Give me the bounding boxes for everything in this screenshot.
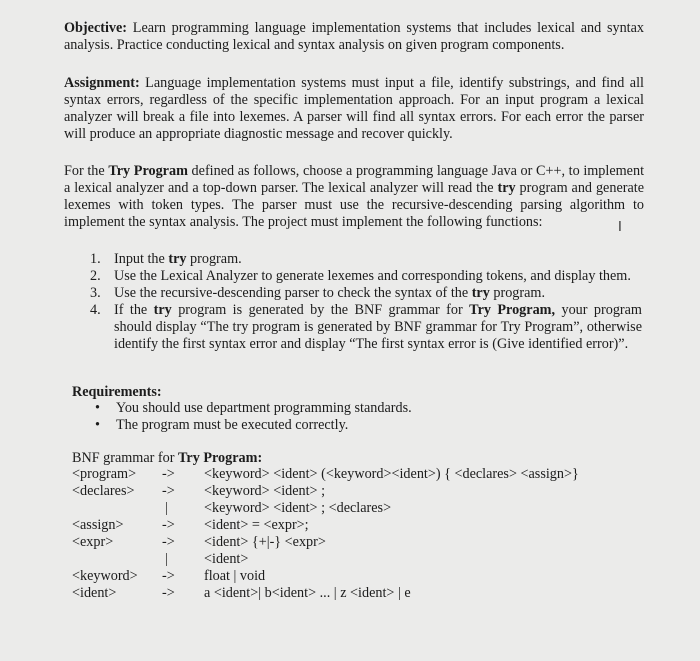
bold-term: try [168, 251, 187, 267]
bold-term: try [497, 180, 516, 196]
bnf-rhs: <keyword> <ident> ; [204, 483, 326, 499]
requirement-text: The program must be executed correctly. [116, 417, 349, 433]
bnf-operator: -> [162, 466, 175, 482]
bnf-rule [72, 517, 672, 534]
text-span: Use the Lexical Analyzer to generate lexemes and corresponding tokens, and display them. [114, 268, 631, 284]
text-span: program is generated by the BNF grammar for [171, 302, 470, 318]
list-item [90, 251, 642, 268]
list-number: 1. [90, 251, 101, 267]
list-item [90, 285, 642, 302]
requirements-heading: Requirements: [72, 384, 162, 400]
bnf-lhs: <declares> [72, 483, 135, 499]
bullet-icon: • [95, 400, 100, 416]
bnf-lhs: <keyword> [72, 568, 138, 584]
bnf-heading [72, 450, 262, 467]
bnf-rule [72, 534, 672, 551]
list-number: 4. [90, 302, 101, 318]
list-number: 3. [90, 285, 101, 301]
bnf-lhs: <assign> [72, 517, 124, 533]
list-item [92, 417, 412, 434]
requirement-text: You should use department programming standards. [116, 400, 412, 416]
bnf-operator: -> [162, 534, 175, 550]
bnf-lhs: <ident> [72, 585, 117, 601]
bnf-operator: -> [162, 517, 175, 533]
bnf-rule [72, 585, 672, 602]
try-program-paragraph [64, 163, 644, 231]
bnf-rhs: <ident> [204, 551, 249, 567]
bnf-rule [72, 500, 672, 517]
list-item [92, 400, 412, 417]
bnf-rhs: <ident> {+|-} <expr> [204, 534, 326, 550]
list-number: 2. [90, 268, 101, 284]
objective-text: Learn programming language implementation systems that includes lexical and syntax analysis. Practice conducting lexical and syntax analysis on given program components. [64, 20, 644, 53]
bnf-rhs: <keyword> <ident> (<keyword><ident>) { <declares> <assign>} [204, 466, 579, 482]
bnf-rhs: <keyword> <ident> ; <declares> [204, 500, 392, 516]
assignment-label: Assignment: [64, 75, 140, 91]
bnf-operator: | [165, 500, 168, 516]
bold-term: Try Program [108, 163, 188, 179]
bnf-operator: -> [162, 585, 175, 601]
text-span: Use the recursive-descending parser to check the syntax of the [114, 285, 472, 301]
text-span: program. [489, 285, 545, 301]
text-cursor-icon: I [618, 220, 622, 235]
bnf-rhs: a <ident>| b<ident> ... | z <ident> | e [204, 585, 411, 601]
text-span: defined as follows, choose a programming language Java or C++, to implement a lexical analyzer and a top-down parser. The lexical analyzer will read the [64, 163, 645, 196]
text-span: BNF grammar for [72, 450, 178, 466]
list-item [90, 268, 642, 285]
bnf-operator: -> [162, 483, 175, 499]
assignment-paragraph [64, 75, 644, 143]
functions-list [90, 251, 642, 353]
bullet-icon: • [95, 417, 100, 433]
objective-paragraph [64, 20, 644, 54]
bnf-rule [72, 466, 672, 483]
bnf-rule [72, 483, 672, 500]
bold-term: Try Program: [178, 450, 263, 466]
text-span: If the [114, 302, 154, 318]
bnf-rule [72, 551, 672, 568]
bold-term: try [153, 302, 172, 318]
bnf-rule [72, 568, 672, 585]
bnf-lhs: <expr> [72, 534, 114, 550]
bold-term: Try Program, [469, 302, 556, 318]
requirements-list [92, 400, 412, 434]
bnf-lhs: <program> [72, 466, 137, 482]
list-item [90, 302, 642, 353]
bnf-rhs: float | void [204, 568, 266, 584]
bold-term: try [471, 285, 490, 301]
text-span: Input the [114, 251, 169, 267]
bnf-operator: | [165, 551, 168, 567]
assignment-text: Language implementation systems must input a file, identify substrings, and find all syntax errors, regardless of the specific implementation approach. For an input program a lexical analyzer will break a file into lexemes. A parser will find all syntax errors. For each error the parser will produce an appropriate diagnostic message and recover quickly. [64, 75, 644, 142]
text-span: your program should display “The try program is generated by BNF grammar for Try Program”, otherwise identify the first syntax error and display “The first syntax error is (Give identified error)”. [114, 302, 642, 352]
text-span: program. [186, 251, 242, 267]
bnf-rhs: <ident> = <expr>; [204, 517, 309, 533]
bnf-operator: -> [162, 568, 175, 584]
objective-label: Objective: [64, 20, 128, 36]
text-span: For the [64, 163, 109, 179]
text-span: program and generate lexemes with token types. The parser must use the recursive-descending parsing algorithm to implement the syntax analysis. The project must implement the following functions: [64, 180, 645, 230]
